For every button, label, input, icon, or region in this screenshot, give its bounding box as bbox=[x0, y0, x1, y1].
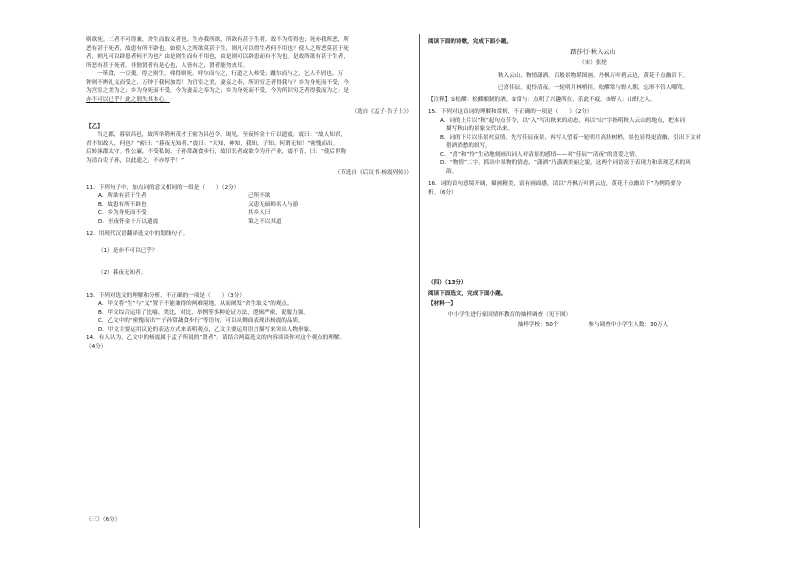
question-score: （4分） bbox=[86, 343, 107, 350]
question-16 bbox=[428, 180, 758, 197]
option: A．甲文将“生”与“义”置于不能兼得的两难境地，从而阐发“舍生取义”的观点。 bbox=[98, 301, 293, 307]
option: B．甲文综合运用了比喻、类比、对比、举例等多种论证方法，逻辑严密，说服力强。 bbox=[98, 309, 309, 316]
option-row bbox=[86, 218, 412, 227]
option-b: 其乡人曰 bbox=[248, 210, 271, 216]
option-b: 又患无硕师名人与游 bbox=[248, 201, 299, 208]
question-12 bbox=[86, 230, 412, 278]
option-a: C．乡为身死而不受 bbox=[98, 210, 147, 216]
section-4-heading: （四）（13分） bbox=[428, 280, 467, 286]
material-label: 【材料一】 bbox=[428, 301, 456, 307]
right-column bbox=[428, 36, 758, 330]
section-b-label: 【乙】 bbox=[86, 123, 103, 130]
passage-line: 君不知故人，何也？”密曰：“暮夜无知者。”震曰：“天知，神知，我知，子知。何谓无知！”密愧而出。 bbox=[86, 140, 339, 147]
question-stem: 11．下列句子中，加点词的意义相同的一组是（ ）（2分） bbox=[86, 184, 240, 191]
poem-line: 已喜佳辰，更怜清夜。一轮明月林梢挂。松醪常与野人期，忘形不管人嘲骂。 bbox=[497, 85, 689, 91]
option-continued: 韵。 bbox=[446, 168, 458, 175]
question-13 bbox=[86, 292, 412, 335]
passage-line: 一箪食，一豆羹，得之则生，弗得则死。呼尔而与之，行道之人弗受；蹴尔而与之，乞人不屑也。万 bbox=[97, 71, 344, 77]
material-title: 中小学生进行家国情怀教育的抽样调查（见下图） bbox=[448, 311, 572, 318]
translation-item: （1）是亦不可以已乎？ bbox=[98, 247, 158, 254]
option-continued: 描写秋山的景象交代出来。 bbox=[446, 126, 514, 132]
option-a: B．故患有所不辟也 bbox=[98, 201, 147, 208]
option-continued: 借酒消愁的叙写。 bbox=[446, 143, 491, 149]
question-14 bbox=[86, 334, 412, 351]
poem-note: 【注释】①松醪：松醪酿制的酒。②常与：点明了兴趣所在，乐此不疲。③野人：山野之人。 bbox=[428, 96, 656, 103]
passage-a-part2 bbox=[86, 70, 412, 104]
poem-line: 秋入云山，物情潇洒。百般景物堪图画。丹枫万叶碧云边，黄花千点幽岩下。 bbox=[497, 72, 689, 79]
passage-line: 为清白吏子孙，以此遗之，不亦厚乎！” bbox=[86, 157, 184, 164]
option-a: A．所欲有甚于生者 bbox=[98, 193, 147, 199]
section-3-heading: （三）（6分） bbox=[86, 517, 121, 523]
question-stem-continued: 析。（6分） bbox=[428, 189, 457, 196]
passage-line: 者，则凡可以辟患者何不为也？由是则生而有不用也，由是则可以辟患而有不为也。是故所欲有甚于生者， bbox=[86, 54, 349, 60]
option: C．乙文中的“密愧而出”“子孙常蔬食步行”等语句，可以从侧面表现出杨震的品质。 bbox=[98, 318, 304, 324]
option-row bbox=[86, 201, 412, 210]
passage-line: 恶有甚于死者，故患有所不辟也。如使人之所欲莫甚于生，则凡可以得生者何不用也？使人之所恶莫甚于死 bbox=[86, 45, 349, 52]
survey-info bbox=[428, 321, 758, 330]
passage-b bbox=[86, 131, 412, 165]
option: B．词的下片以乐景衬哀情。先写佳辰夜景，再写人望着一轮明月高挂树梢，景色显得更清幽，引出下文对 bbox=[440, 134, 702, 141]
source-a: （选自《孟子·告子上》） bbox=[351, 109, 412, 115]
option-a: D．至夜怀金十斤以遗震 bbox=[98, 218, 159, 225]
option: C．“喜”和“怜”生动地刻画出词人对清景的感情——对“佳辰”“清夜”的喜爱之情。 bbox=[440, 151, 641, 158]
question-stem: 12．用现代汉语翻译选文中的划线句子。 bbox=[86, 231, 189, 237]
option-row bbox=[86, 192, 412, 201]
question-stem: 13．下列对选文的理解和分析，不正确的一项是（ ）（3分） bbox=[86, 292, 245, 299]
reading-intro: 阅读下面选文，完成下面小题。 bbox=[428, 290, 507, 297]
left-column bbox=[86, 36, 412, 351]
poem-intro: 阅读下面的诗歌，完成下面小题。 bbox=[428, 39, 512, 45]
question-stem: 14．有人认为，乙文中的杨震属于孟子所说的“贤者”。请结合两篇选文的内容谈谈你对这个观点的理解。 bbox=[86, 335, 346, 341]
passage-line: 亦不可以已乎？此之谓失其本心。 bbox=[86, 96, 170, 103]
source-b: （节选自《后汉书·杨震列传》） bbox=[334, 170, 412, 176]
passage-line: 后转涿郡太守。性公廉，不受私谒。子孙常蔬食步行，故旧长者或欲令为开产业，震不肯，曰：“使后世称 bbox=[86, 149, 347, 155]
sample-schools: 抽样学校：50个 bbox=[517, 322, 559, 328]
student-count: 参与调查中小学生人数：30万人 bbox=[588, 322, 669, 328]
passage-line: 所恶有甚于死者。非独贤者有是心也，人皆有之，贤者能勿丧耳。 bbox=[86, 62, 249, 69]
column-divider bbox=[419, 34, 420, 528]
passage-line: 则欲死。二者不可得兼，舍生而取义者也。生亦我所欲，所欲有甚于生者，故不为苟得也；死亦我所恶，所 bbox=[86, 37, 349, 43]
translation-item: （2）暮夜无知者。 bbox=[98, 270, 147, 276]
option-row bbox=[86, 209, 412, 218]
option-b: 策之不以其道 bbox=[248, 218, 282, 225]
option-b: 己所不欲 bbox=[248, 193, 271, 199]
question-stem: 15．下列对这首词的理解和赏析，不正确的一项是（ ）（2分） bbox=[428, 109, 593, 115]
option: D．“物情”二字，抓出中景物的情态，“潇洒”乃潇洒美丽之貌，这两个词语富于表现力和表现艺术的风 bbox=[440, 160, 691, 166]
poem-author: （宋）张抡 bbox=[579, 60, 607, 66]
passage-line: 为宫室之美为之；乡为身死而不受，今为妻妾之奉为之；乡为身死而不受，今为所识穷乏者得我而为之：是 bbox=[86, 88, 349, 94]
question-11 bbox=[86, 184, 412, 227]
option: A．词的上片以“秋”起句点节令，以“入”写出秋来的动态，再以“山”字指明秋人云山的地点，把本词 bbox=[440, 117, 685, 124]
passage-line: 当之郡，暮宿昌邑，故所举荆州茂才王密为昌邑令，谒见，至夜怀金十斤以遗震。震曰：“故人知君， bbox=[97, 132, 347, 138]
passage-a-part1 bbox=[86, 36, 412, 70]
question-stem: 16．词的首句意境开阔，描画精美，富有画面感，请以“丹枫万叶碧云边，黄花千点幽岩下”为例简要分 bbox=[428, 181, 682, 187]
poem-title: 踏莎行·秋入云山 bbox=[570, 48, 616, 56]
question-15 bbox=[428, 108, 758, 176]
passage-line: 钟则不辨礼义而受之，万钟于我何加焉！为宫室之美，妻妾之奉，所识穷乏者得我与？乡为身死而不受，今 bbox=[86, 79, 349, 86]
option: D．甲文主要运用议论的表达方式来表明观点，乙文主要运用语言描写来突出人物形象。 bbox=[98, 326, 315, 333]
